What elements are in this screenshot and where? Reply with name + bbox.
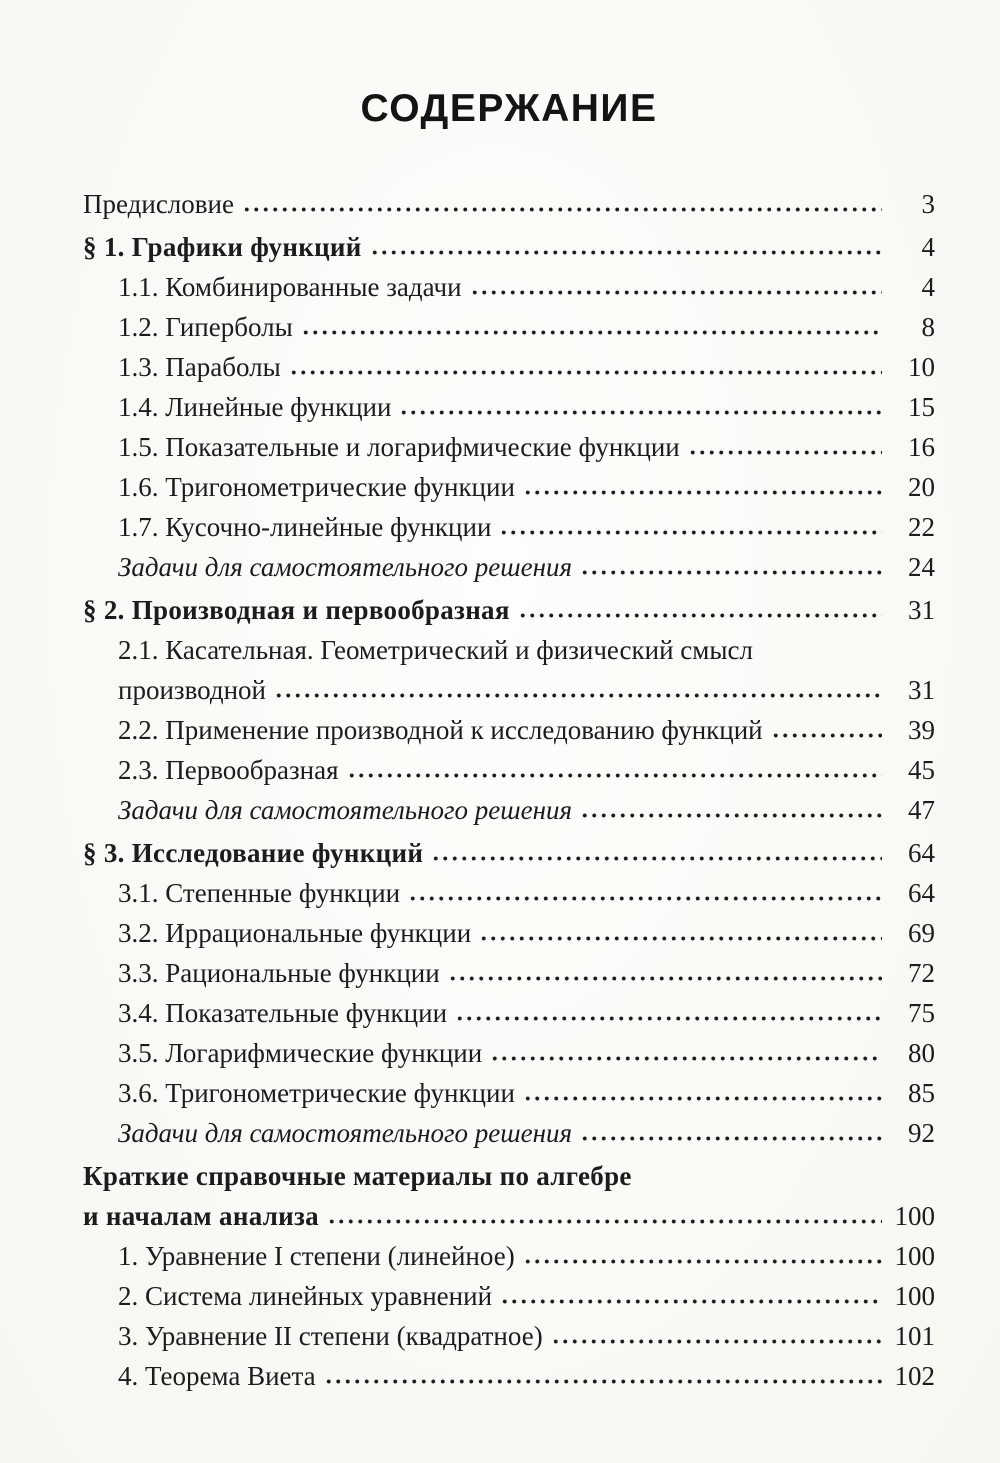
toc-entry-row bbox=[83, 347, 935, 387]
toc-entry-row bbox=[83, 547, 935, 587]
toc-entry-label: § 1. Графики функций bbox=[83, 232, 362, 262]
dot-leader bbox=[523, 1095, 882, 1102]
toc-entry bbox=[83, 1033, 935, 1073]
dot-leader bbox=[301, 329, 882, 336]
toc-entry-label: 3.6. Тригонометрические функции bbox=[118, 1078, 515, 1108]
toc-entry-row bbox=[83, 873, 935, 913]
toc-entry-label: Задачи для самостоятельного решения bbox=[118, 1118, 573, 1148]
toc-entry-page-number: 100 bbox=[894, 1201, 935, 1231]
toc-entry-row bbox=[83, 670, 935, 710]
toc-entry-row bbox=[83, 307, 935, 347]
toc-entry-page-number: 10 bbox=[908, 352, 935, 382]
toc-entry bbox=[83, 267, 935, 307]
dot-leader bbox=[551, 1338, 882, 1345]
toc-entry bbox=[83, 630, 935, 710]
toc-entry-row bbox=[83, 1276, 935, 1316]
toc-list bbox=[83, 184, 935, 1396]
toc-entry-label: 4. Теорема Виета bbox=[118, 1361, 316, 1391]
toc-entry-label: 2.3. Первообразная bbox=[118, 755, 339, 785]
toc-entry-page-number: 15 bbox=[908, 392, 935, 422]
toc-entry-label: Предисловие bbox=[83, 189, 234, 219]
toc-entry-row bbox=[83, 833, 935, 873]
toc-entry bbox=[83, 710, 935, 750]
dot-leader bbox=[327, 1218, 882, 1225]
toc-entry-row bbox=[83, 790, 935, 830]
toc-entry-row bbox=[83, 267, 935, 307]
toc-entry-label: 3.1. Степенные функции bbox=[118, 878, 401, 908]
toc-entry-row bbox=[83, 630, 935, 670]
toc-entry bbox=[83, 953, 935, 993]
toc-entry bbox=[83, 993, 935, 1033]
toc-entry bbox=[83, 590, 935, 630]
toc-entry bbox=[83, 1316, 935, 1356]
dot-leader bbox=[580, 812, 882, 819]
toc-entry bbox=[83, 873, 935, 913]
toc-entry-label: 3.3. Рациональные функции bbox=[118, 958, 440, 988]
dot-leader bbox=[324, 1378, 882, 1385]
toc-entry-row bbox=[83, 590, 935, 630]
toc-entry-row bbox=[83, 1073, 935, 1113]
toc-entry bbox=[83, 1356, 935, 1396]
toc-entry-page-number: 75 bbox=[908, 998, 935, 1028]
toc-entry-label: 3. Уравнение II степени (квадратное) bbox=[118, 1321, 543, 1351]
toc-entry-label: 2.1. Касательная. Геометрический и физический смысл bbox=[118, 635, 753, 665]
toc-entry bbox=[83, 227, 935, 267]
toc-entry-page-number: 4 bbox=[921, 232, 935, 262]
toc-entry-label: 1.5. Показательные и логарифмические функции bbox=[118, 432, 680, 462]
toc-entry-page-number: 8 bbox=[921, 312, 935, 342]
toc-entry-label: 2.2. Применение производной к исследованию функций bbox=[118, 715, 763, 745]
toc-entry bbox=[83, 547, 935, 587]
toc-entry-page-number: 24 bbox=[908, 552, 935, 582]
toc-entry-row bbox=[83, 467, 935, 507]
toc-entry-row bbox=[83, 953, 935, 993]
toc-entry-page-number: 45 bbox=[908, 755, 935, 785]
dot-leader bbox=[347, 772, 882, 779]
toc-entry-page-number: 100 bbox=[894, 1281, 935, 1311]
dot-leader bbox=[448, 975, 882, 982]
toc-entry bbox=[83, 833, 935, 873]
toc-entry-row bbox=[83, 913, 935, 953]
toc-entry-label: § 2. Производная и первообразная bbox=[83, 595, 510, 625]
toc-entry-row bbox=[83, 387, 935, 427]
toc-entry bbox=[83, 1073, 935, 1113]
toc-entry-row bbox=[83, 750, 935, 790]
toc-entry-page-number: 80 bbox=[908, 1038, 935, 1068]
dot-leader bbox=[399, 409, 882, 416]
toc-entry bbox=[83, 347, 935, 387]
toc-entry-label: 1.2. Гиперболы bbox=[118, 312, 293, 342]
toc-entry-row bbox=[83, 1196, 935, 1236]
toc-entry bbox=[83, 1236, 935, 1276]
toc-entry-page-number: 85 bbox=[908, 1078, 935, 1108]
toc-entry-page-number: 31 bbox=[908, 675, 935, 705]
toc-entry bbox=[83, 427, 935, 467]
dot-leader bbox=[580, 569, 882, 576]
toc-entry bbox=[83, 307, 935, 347]
toc-entry-label: Краткие справочные материалы по алгебре bbox=[83, 1161, 632, 1191]
toc-entry-page-number: 39 bbox=[908, 715, 935, 745]
toc-entry bbox=[83, 1156, 935, 1236]
toc-entry-row bbox=[83, 1113, 935, 1153]
toc-entry-page-number: 100 bbox=[894, 1241, 935, 1271]
toc-entry-page-number: 20 bbox=[908, 472, 935, 502]
toc-entry-row bbox=[83, 1236, 935, 1276]
toc-entry-page-number: 31 bbox=[908, 595, 935, 625]
toc-entry bbox=[83, 1276, 935, 1316]
toc-entry-label: и началам анализа bbox=[83, 1201, 319, 1231]
dot-leader bbox=[431, 855, 882, 862]
toc-entry-label: 1.4. Линейные функции bbox=[118, 392, 392, 422]
page-title: СОДЕРЖАНИЕ bbox=[360, 87, 658, 130]
dot-leader bbox=[688, 449, 882, 456]
dot-leader bbox=[499, 529, 882, 536]
toc-entry-page-number: 101 bbox=[894, 1321, 935, 1351]
dot-leader bbox=[523, 489, 882, 496]
toc-entry-page-number: 22 bbox=[908, 512, 935, 542]
toc-entry-label: 3.5. Логарифмические функции bbox=[118, 1038, 483, 1068]
toc-entry-row bbox=[83, 507, 935, 547]
dot-leader bbox=[289, 369, 882, 376]
dot-leader bbox=[580, 1135, 882, 1142]
dot-leader bbox=[500, 1298, 882, 1305]
toc-entry-page-number: 69 bbox=[908, 918, 935, 948]
toc-entry-row bbox=[83, 184, 935, 224]
toc-entry-row bbox=[83, 993, 935, 1033]
dot-leader bbox=[523, 1258, 882, 1265]
toc-entry-page-number: 4 bbox=[921, 272, 935, 302]
toc-entry-page-number: 16 bbox=[908, 432, 935, 462]
toc-entry-label: 3.4. Показательные функции bbox=[118, 998, 448, 1028]
dot-leader bbox=[479, 935, 882, 942]
toc-entry-row bbox=[83, 710, 935, 750]
toc-entry-label: Задачи для самостоятельного решения bbox=[118, 795, 573, 825]
toc-entry-label: § 3. Исследование функций bbox=[83, 838, 424, 868]
dot-leader bbox=[771, 732, 882, 739]
toc-entry-row bbox=[83, 227, 935, 267]
dot-leader bbox=[470, 289, 882, 296]
toc-entry-page-number: 102 bbox=[894, 1361, 935, 1391]
dot-leader bbox=[408, 895, 882, 902]
dot-leader bbox=[274, 692, 882, 699]
toc-entry-row bbox=[83, 1316, 935, 1356]
toc-entry-label: 1.6. Тригонометрические функции bbox=[118, 472, 515, 502]
toc-entry bbox=[83, 387, 935, 427]
toc-entry-label: 1. Уравнение I степени (линейное) bbox=[118, 1241, 515, 1271]
toc-entry-label: производной bbox=[118, 675, 266, 705]
toc-entry-row bbox=[83, 427, 935, 467]
toc-entry-page-number: 64 bbox=[908, 878, 935, 908]
toc-entry-page-number: 3 bbox=[921, 189, 935, 219]
toc-entry-page-number: 92 bbox=[908, 1118, 935, 1148]
toc-entry-label: Задачи для самостоятельного решения bbox=[118, 552, 573, 582]
dot-leader bbox=[370, 249, 882, 256]
toc-entry-page-number: 64 bbox=[908, 838, 935, 868]
toc-entry bbox=[83, 467, 935, 507]
toc-entry-page-number: 72 bbox=[908, 958, 935, 988]
toc-entry-row bbox=[83, 1356, 935, 1396]
toc-entry-row bbox=[83, 1156, 935, 1196]
toc-entry-label: 1.1. Комбинированные задачи bbox=[118, 272, 462, 302]
toc-entry-label: 2. Система линейных уравнений bbox=[118, 1281, 493, 1311]
toc-entry bbox=[83, 507, 935, 547]
toc-entry-label: 1.7. Кусочно-линейные функции bbox=[118, 512, 492, 542]
toc-entry bbox=[83, 184, 935, 224]
toc-entry bbox=[83, 750, 935, 790]
toc-entry-label: 1.3. Параболы bbox=[118, 352, 281, 382]
toc-entry bbox=[83, 913, 935, 953]
dot-leader bbox=[518, 612, 882, 619]
dot-leader bbox=[242, 206, 882, 213]
toc-entry-row bbox=[83, 1033, 935, 1073]
toc-entry-label: 3.2. Иррациональные функции bbox=[118, 918, 472, 948]
toc-entry bbox=[83, 790, 935, 830]
toc-entry-page-number: 47 bbox=[908, 795, 935, 825]
dot-leader bbox=[455, 1015, 882, 1022]
toc-entry bbox=[83, 1113, 935, 1153]
dot-leader bbox=[490, 1055, 882, 1062]
